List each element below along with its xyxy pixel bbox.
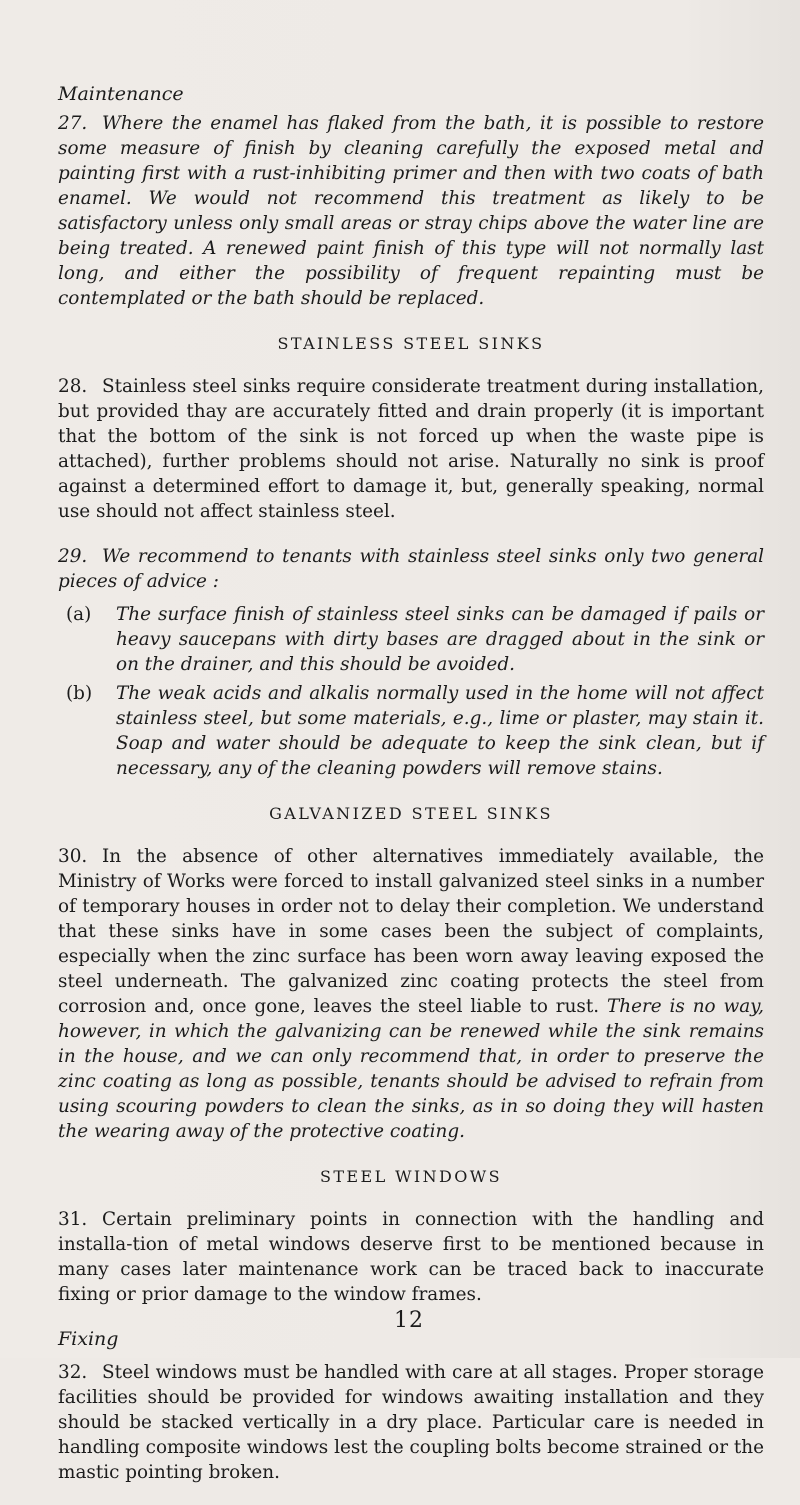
section-heading-stainless: STAINLESS STEEL SINKS [277,334,545,353]
paragraph-number: 28. [58,376,88,397]
list-item-label: (a) [66,604,92,625]
paragraph-text-italic: There is no way, however, in which the galvanizing can be renewed while the sink remains in the house, and we can only recommend that, in order to preserve the zinc coating as long as possible, tenants should be advised to refrain from using scouring powders to clean the sinks, as in so doing they will hasten the wearing away of the protective coating. [58,996,764,1142]
paragraph-text: Stainless steel sinks require considerate treatment during installation, but provided thay are accurately fitted and drain properly (it is important that the bottom of the sink is not forced up when the waste pipe is attached), further problems should not arise. Naturally no sink is proof against a determined effort to damage it, but, generally speaking, normal use should not affect stainless steel. [58,376,764,522]
paragraph-29 [58,544,764,594]
paragraph-number: 27. [58,113,88,134]
section-heading-windows: STEEL WINDOWS [319,1167,503,1186]
paragraph-text: Steel windows must be handled with care at all stages. Proper storage facilities should be provided for windows awaiting installation and they should be stacked vertically in a dry place. Particular care is needed in handling composite windows lest the coupling bolts become strained or the mastic pointing broken. [58,1362,764,1483]
paragraph-text: In the absence of other alternatives immediately available, the Ministry of Works were forced to install galvanized steel sinks in a number of temporary houses in order not to delay their completion. We understand that these sinks have in some cases been the subject of complaints, especially when the zinc surface has been worn away leaving exposed the steel underneath. The galvanized zinc coating protects the steel from corrosion and, once gone, leaves the steel liable to rust. [58,846,764,1017]
list-item [58,602,764,677]
paragraph-28 [58,374,764,524]
paragraph-32 [58,1360,764,1485]
paragraph-text: We recommend to tenants with stainless steel sinks only two general pieces of advice : [58,546,764,592]
list-item-text: The surface finish of stainless steel sinks can be damaged if pails or heavy saucepans with dirty bases are dragged about in the sink or on the drainer, and this should be avoided. [116,604,764,675]
page-content [58,82,764,1505]
paragraph-27 [58,111,764,311]
paragraph-31 [58,1207,764,1307]
subheading-fixing: Fixing [58,1328,119,1350]
list-item [58,681,764,781]
paragraph-text: Certain preliminary points in connection with the handling and installa-tion of metal windows deserve first to be mentioned because in many cases later maintenance work can be traced back to inaccurate fixing or prior damage to the window frames. [58,1209,764,1305]
list-item-text: The weak acids and alkalis normally used in the home will not affect stainless steel, but some materials, e.g., lime or plaster, may stain it. Soap and water should be adequate to keep the sink clean, but if necessary, any of the cleaning powders will remove stains. [116,683,764,779]
paragraph-30 [58,844,764,1144]
paragraph-number: 31. [58,1209,88,1230]
paragraph-text: Where the enamel has flaked from the bath, it is possible to restore some measure of finish by cleaning carefully the exposed metal and painting first with a rust-inhibiting primer and then with two coats of bath enamel. We would not recommend this treatment as likely to be satisfactory unless only small areas or stray chips above the water line are being treated. A renewed paint finish of this type will not normally last long, and either the possibility of frequent repainting must be contemplated or the bath should be replaced. [58,113,764,309]
paragraph-number: 29. [58,546,88,567]
list-item-label: (b) [66,683,93,704]
paragraph-number: 32. [58,1362,88,1383]
section-heading-galvanized: GALVANIZED STEEL SINKS [269,804,553,823]
running-head: Maintenance [58,83,184,105]
paragraph-number: 30. [58,846,88,867]
page-number: 12 [394,1308,424,1333]
advice-list [58,602,764,781]
